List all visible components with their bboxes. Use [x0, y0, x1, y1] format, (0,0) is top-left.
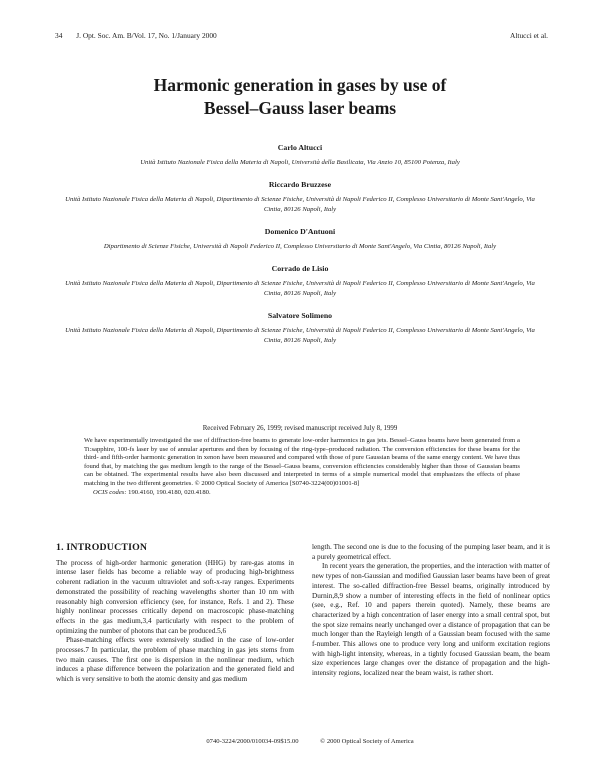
abstract-text: We have experimentally investigated the use of diffraction-free beams to generate low-order harmonics in gas jets. Bessel–Gauss beams have been generated from a Ti:sapphire, 100-fs laser by use of annular apertures and then by focusing of the ring-type–produced radiation. The conversion efficiencies for these beams for the third- and fifth-order harmonic generation in xenon have been measured and compared with those of pure Gaussian beams of the same energy content. We have thus found that, by matching the gas medium length to the range of the Bessel–Gauss beams, conversion efficiencies considerably higher than those of Gaussian beams can be obtained. The experimental results have also been discussed and interpreted in terms of a simple numerical model that emphasizes the effects of phase matching in the two different geometries. © 2000 Optical Society of America [S0740-3224(00)01001-8] — [84, 437, 520, 487]
running-author: Altucci et al. — [510, 31, 548, 40]
left-column — [56, 542, 294, 685]
ocis-label: OCIS codes: — [93, 488, 127, 496]
author-affiliation: Unità Istituto Nazionale Fisica della Materia di Napoli, Dipartimento di Scienze Fisiche, Università di Napoli Federico II, Complesso Universitario di Monte Sant'Angelo, Via Cintia, 80126 Napoli, Italy — [65, 327, 535, 344]
article-title — [40, 74, 560, 120]
received-dates: Received February 26, 1999; revised manuscript received July 8, 1999 — [202, 425, 398, 432]
author-name: Domenico D'Antuoni — [264, 227, 336, 236]
author-name: Riccardo Bruzzese — [268, 180, 332, 189]
paragraph: Phase-matching effects were extensively studied in the case of low-order processes.7 In particular, the problem of phase matching in gas jets stems from two main causes. The first one is dispersion in the nonlinear medium, which induces a phase difference between the polarization and the generated field and which is very sensitive to both the atomic density and gas medium — [56, 636, 294, 684]
author-name: Carlo Altucci — [277, 143, 323, 152]
copyright: © 2000 Optical Society of America — [320, 738, 414, 745]
page-footer — [160, 738, 460, 745]
article-code: 0740-3224/2000/010034-09$15.00 — [206, 738, 299, 745]
section-heading: 1. INTRODUCTION — [56, 542, 148, 553]
journal-citation: J. Opt. Soc. Am. B/Vol. 17, No. 1/January 2000 — [76, 31, 217, 40]
author-affiliation: Dipartimento di Scienze Fisiche, Università di Napoli Federico II, Complesso Universitario di Monte Sant'Angelo, Via Cintia, 80126 Napoli, Italy — [103, 243, 497, 250]
author-block — [60, 311, 540, 346]
author-block — [60, 143, 540, 168]
author-block — [60, 180, 540, 215]
paragraph: The process of high-order harmonic generation (HHG) by rare-gas atoms in intense laser fields has become a reliable way of producing high-brightness coherent radiation in the vacuum ultraviolet and soft-x-ray ranges. Experiments demonstrated the possibility of reaching wavelengths shorter than 10 nm with reasonably high conversion efficiency (see, for instance, Refs. 1 and 2). These highly nonlinear processes critically depend on macroscopic phase-matching effects in the gas medium,3,4 particularly with respect to the problem of optimizing the number of photons that can be produced.5,6 — [56, 558, 294, 635]
author-block — [60, 264, 540, 299]
paragraph: length. The second one is due to the focusing of the pumping laser beam, and it is a purely geometrical effect. — [312, 543, 550, 561]
page-number: 34 — [55, 31, 63, 40]
author-affiliation: Unità Istituto Nazionale Fisica della Materia di Napoli, Università della Basilicata, Via Anzio 10, 85100 Potenza, Italy — [140, 159, 460, 166]
author-name: Salvatore Solimeno — [267, 311, 333, 320]
author-affiliation: Unità Istituto Nazionale Fisica della Materia di Napoli, Dipartimento di Scienze Fisiche, Università di Napoli Federico II, Complesso Universitario di Monte Sant'Angelo, Via Cintia, 80126 Napoli, Italy — [65, 280, 535, 297]
ocis-codes-line — [84, 489, 520, 498]
title-line-1: Harmonic generation in gases by use of — [153, 75, 447, 95]
title-line-2: Bessel–Gauss laser beams — [203, 98, 397, 118]
abstract — [84, 437, 520, 497]
paragraph: In recent years the generation, the properties, and the interaction with matter of new types of non-Gaussian and modified Gaussian laser beams have been of great interest. The so-called diffraction-free Bessel beams, originally introduced by Durnin,8,9 show a number of interesting effects in the field of nonlinear optics (see, e.g., Ref. 10 and papers therein quoted). Namely, these beams are characterized by a high concentration of laser energy into a small central spot, but the spot size remains nearly unchanged over a distance of propagation that can be much longer than the Rayleigh length of a Gaussian beam focused with the same f-number. This allows one to produce very long and uniform excitation regions with high-light intensity, whereas, in a tightly focused Gaussian beam, the beam size experiences large changes over the distance of propagation and the high-intensity regions, localized near the beam waist, is rather short. — [312, 562, 550, 678]
right-column — [312, 543, 550, 679]
author-list — [60, 143, 540, 358]
ocis-codes: 190.4160, 190.4180, 020.4180. — [128, 488, 211, 496]
author-name: Corrado de Lisio — [271, 264, 329, 273]
author-affiliation: Unità Istituto Nazionale Fisica della Materia di Napoli, Dipartimento di Scienze Fisiche, Università di Napoli Federico II, Complesso Universitario di Monte Sant'Angelo, Via Cintia, 80126 Napoli, Italy — [65, 196, 535, 213]
author-block — [60, 227, 540, 252]
running-header — [55, 31, 548, 43]
